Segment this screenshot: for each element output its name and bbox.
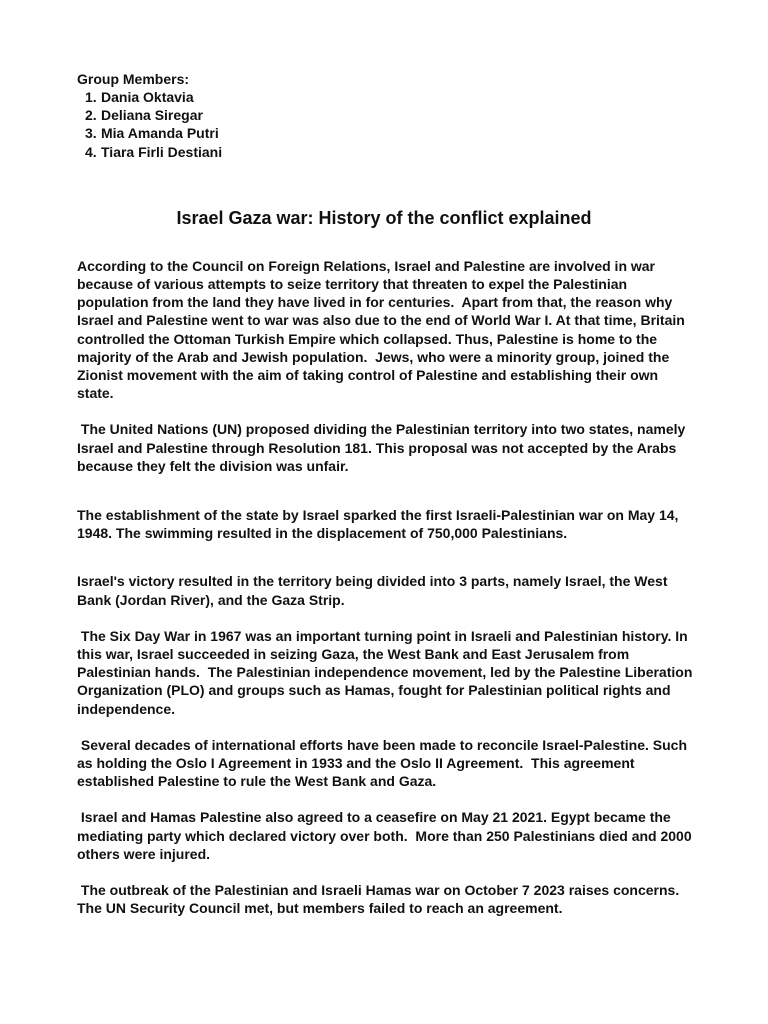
list-number: 1. xyxy=(85,89,97,105)
group-member-item xyxy=(77,88,697,106)
member-name: Deliana Siregar xyxy=(101,107,203,124)
list-number: 3. xyxy=(85,125,97,142)
paragraph: The Six Day War in 1967 was an important turning point in Israeli and Palestinian history. In this war, Israel succeeded in seizing Gaza, the West Bank and East Jerusalem from Palestinian hands. The Palestinian independence movement, led by the Palestine Liberation Organization (PLO) and groups such as Hamas, fought for Palestinian political rights and independence. xyxy=(77,627,697,717)
paragraph: The United Nations (UN) proposed dividing the Palestinian territory into two states, namely Israel and Palestine through Resolution 181. This proposal was not accepted by the Arabs because they felt the division was unfair. xyxy=(77,421,690,474)
group-member-item xyxy=(77,143,697,161)
paragraph: Israel's victory resulted in the territory being divided into 3 parts, namely Israel, the West Bank (Jordan River), and the Gaza Strip. xyxy=(77,573,672,608)
paragraph: According to the Council on Foreign Relations, Israel and Palestine are involved in war because of various attempts to seize territory that threaten to expel the Palestinian population from the land they have lived in for centuries. Apart from that, the reason why Israel and Palestine went to war was also due to the end of World War I. At that time, Britain controlled the Ottoman Turkish Empire which collapsed. Thus, Palestine is home to the majority of the Arab and Jewish population. Jews, who were a minority group, joined the Zionist movement with the aim of taking control of Palestine and establishing their own state. xyxy=(77,257,689,402)
paragraph: The outbreak of the Palestinian and Israeli Hamas war on October 7 2023 raises concerns. The UN Security Council met, but members failed to reach an agreement. xyxy=(77,882,688,917)
member-name: Dania Oktavia xyxy=(101,89,194,105)
paragraph: Israel and Hamas Palestine also agreed to a ceasefire on May 21 2021. Egypt became the mediating party which declared victory over both. More than 250 Palestinians died and 2000 others were injured. xyxy=(77,809,696,862)
group-member-item xyxy=(77,106,697,124)
member-name: Tiara Firli Destiani xyxy=(101,143,223,160)
member-name: Mia Amanda Putri xyxy=(101,125,219,142)
paragraph: Several decades of international efforts have been made to reconcile Israel-Palestine. Such as holding the Oslo I Agreement in 1933 and the Oslo II Agreement. This agreement established Palestine to rule the West Bank and Gaza. xyxy=(77,736,691,790)
group-members-list xyxy=(77,88,697,161)
group-members-heading: Group Members: xyxy=(77,71,190,87)
paragraph: The establishment of the state by Israel sparked the first Israeli-Palestinian war on May 14, 1948. The swimming resulted in the displacement of 750,000 Palestinians. xyxy=(77,507,683,542)
document-title: Israel Gaza war: History of the conflict explained xyxy=(176,207,592,228)
document-page xyxy=(77,70,697,918)
list-number: 2. xyxy=(85,107,97,124)
group-member-item xyxy=(77,124,697,142)
list-number: 4. xyxy=(85,143,97,160)
